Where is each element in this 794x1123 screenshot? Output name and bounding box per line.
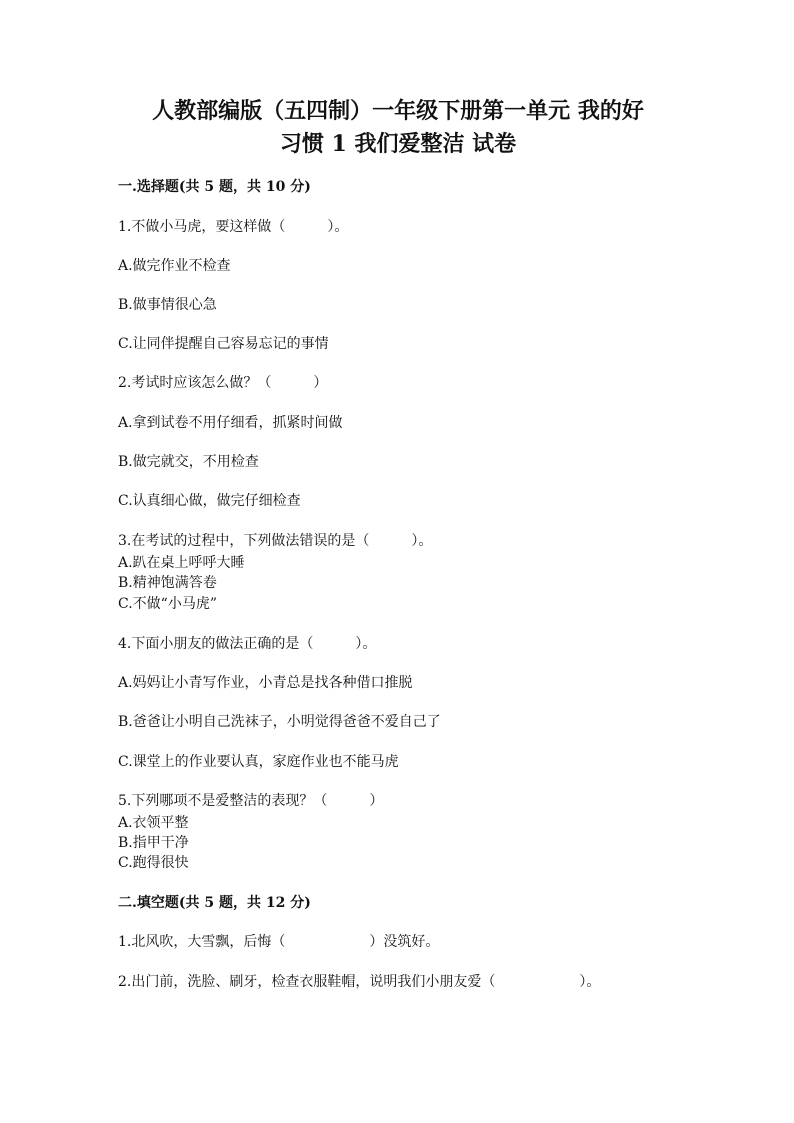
answer-option: C.不做“小马虎” xyxy=(118,596,217,612)
question-stem: 5.下列哪项不是爱整洁的表现？（ ） xyxy=(118,793,384,809)
question-stem: 2.考试时应该怎么做？（ ） xyxy=(118,375,328,391)
section-heading-choice: 一.选择题(共 5 题，共 10 分) xyxy=(118,179,311,195)
answer-option: B.做完就交，不用检查 xyxy=(118,454,259,470)
question-stem: 1.不做小马虎，要这样做（ ）。 xyxy=(118,219,349,235)
answer-option: A.做完作业不检查 xyxy=(118,258,231,274)
answer-option: A.趴在桌上呼呼大睡 xyxy=(118,555,245,571)
answer-option: B.做事情很心急 xyxy=(118,297,217,313)
answer-option: C.课堂上的作业要认真，家庭作业也不能马虎 xyxy=(118,754,399,770)
section-heading-fill: 二.填空题(共 5 题，共 12 分) xyxy=(118,895,311,911)
answer-option: A.衣领平整 xyxy=(118,815,189,831)
answer-option: C.认真细心做，做完仔细检查 xyxy=(118,493,301,509)
question-stem: 1.北风吹，大雪飘，后悔（ ）没筑好。 xyxy=(118,934,440,950)
answer-option: B.爸爸让小明自己洗袜子，小明觉得爸爸不爱自己了 xyxy=(118,714,441,730)
page-title-line-1: 人教部编版（五四制）一年级下册第一单元 我的好 xyxy=(152,98,644,124)
page-title-line-2: 习惯 1 我们爱整洁 试卷 xyxy=(279,131,517,157)
answer-option: A.妈妈让小青写作业，小青总是找各种借口推脱 xyxy=(118,675,413,691)
question-stem: 3.在考试的过程中，下列做法错误的是（ ）。 xyxy=(118,533,433,549)
answer-option: C.跑得很快 xyxy=(118,855,189,871)
answer-option: B.指甲干净 xyxy=(118,835,189,851)
question-stem: 2.出门前，洗脸、刷牙，检查衣服鞋帽，说明我们小朋友爱（ ）。 xyxy=(118,974,601,990)
answer-option: B.精神饱满答卷 xyxy=(118,575,217,591)
question-stem: 4.下面小朋友的做法正确的是（ ）。 xyxy=(118,636,377,652)
answer-option: C.让同伴提醒自己容易忘记的事情 xyxy=(118,336,329,352)
answer-option: A.拿到试卷不用仔细看，抓紧时间做 xyxy=(118,415,343,431)
